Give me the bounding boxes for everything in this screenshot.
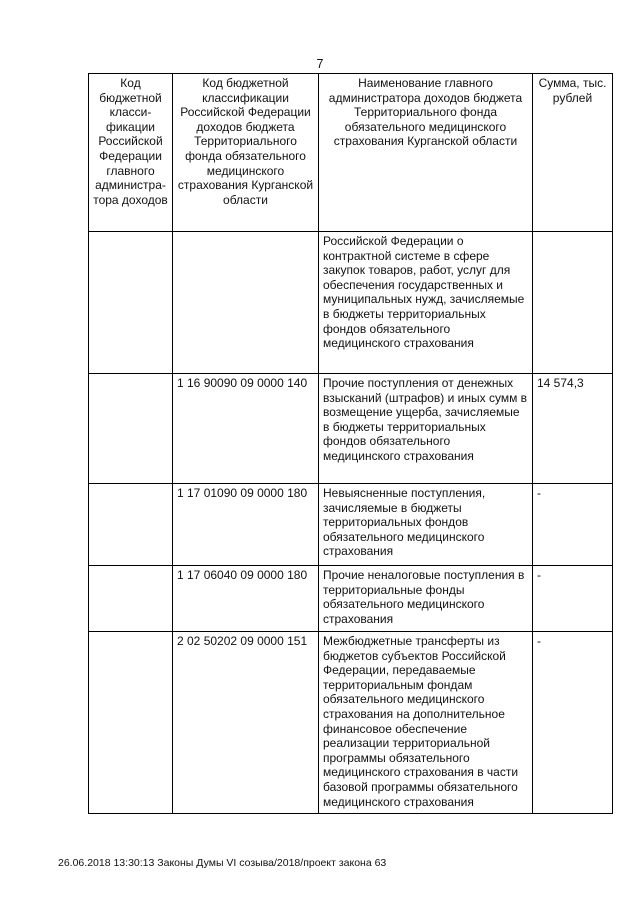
- cell-sum: -: [533, 566, 613, 632]
- cell-code: 2 02 50202 09 0000 151: [173, 632, 319, 814]
- cell-name: Прочие неналоговые поступления в территориальные фонды обязательного медицинского страхования: [319, 566, 533, 632]
- cell-admin-code: [89, 566, 173, 632]
- table-row: [89, 232, 613, 374]
- cell-name: Межбюджетные трансферты из бюджетов субъектов Российской Федерации, передаваемые территориальным фондам обязательного медицинского страхования на дополнительное финансовое обеспечение реализации территориальной программы обязательного медицинского страхования в части базовой программы обязательного медицинского страхования: [319, 632, 533, 814]
- header-name: Наименование главного администратора доходов бюджета Территориального фонда обязательного медицинского страхования Курганской области: [319, 74, 533, 232]
- cell-admin-code: [89, 374, 173, 484]
- cell-admin-code: [89, 232, 173, 374]
- cell-code: 1 17 01090 09 0000 180: [173, 484, 319, 566]
- table-row: [89, 484, 613, 566]
- table-row: [89, 566, 613, 632]
- cell-sum: [533, 232, 613, 374]
- cell-admin-code: [89, 632, 173, 814]
- table-header-row: [89, 74, 613, 232]
- cell-code: 1 16 90090 09 0000 140: [173, 374, 319, 484]
- cell-name: Прочие поступления от денежных взысканий (штрафов) и иных сумм в возмещение ущерба, зачисляемые в бюджеты территориальных фондов обязательного медицинского страхования: [319, 374, 533, 484]
- cell-name: Невыясненные поступления, зачисляемые в бюджеты территориальных фондов обязательного медицинского страхования: [319, 484, 533, 566]
- cell-name: Российской Федерации о контрактной системе в сфере закупок товаров, работ, услуг для обеспечения государственных и муниципальных нужд, зачисляемые в бюджеты территориальных фондов обязательного медицинского страхования: [319, 232, 533, 374]
- table-row: [89, 632, 613, 814]
- header-budget-code: Код бюджетной классификации Российской Федерации доходов бюджета Территориального фонда обязательного медицинского страхования Курганской области: [173, 74, 319, 232]
- header-sum: Сумма, тыс. рублей: [533, 74, 613, 232]
- cell-code: [173, 232, 319, 374]
- header-admin-code: Код бюджетной класси-фикации Российской Федерации главного администра-тора доходов: [89, 74, 173, 232]
- document-footer: 26.06.2018 13:30:13 Законы Думы VI созыва/2018/проект закона 63: [58, 857, 387, 869]
- cell-sum: 14 574,3: [533, 374, 613, 484]
- cell-sum: -: [533, 484, 613, 566]
- cell-code: 1 17 06040 09 0000 180: [173, 566, 319, 632]
- cell-admin-code: [89, 484, 173, 566]
- table-row: [89, 374, 613, 484]
- page-number: 7: [316, 57, 324, 71]
- cell-sum: -: [533, 632, 613, 814]
- budget-table: [88, 73, 613, 814]
